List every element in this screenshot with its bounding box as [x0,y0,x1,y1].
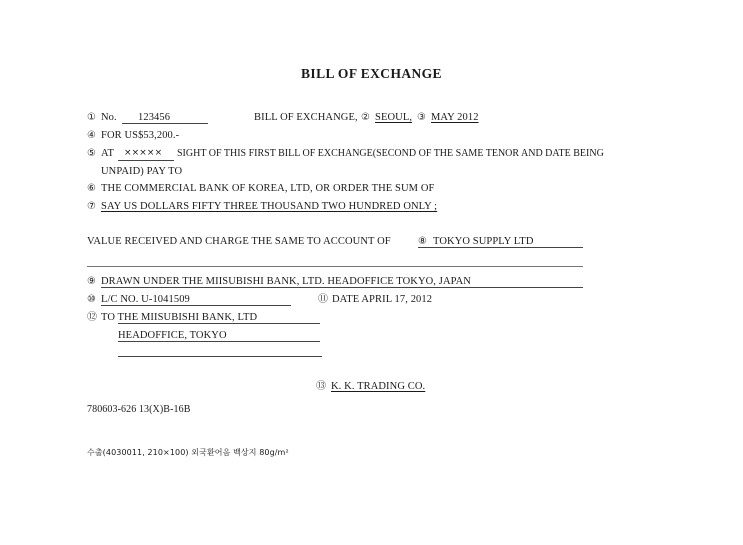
marker-no: ① [87,112,97,123]
account-underline [418,247,583,248]
issue-place: SEOUL, [375,112,413,123]
lc-date: DATE APRIL 17, 2012 [332,294,433,305]
account-name: TOKYO SUPPLY LTD [433,236,534,247]
marker-account: ⑧ [418,236,428,247]
marker-amount-words: ⑦ [87,201,97,212]
marker-lc: ⑩ [87,294,97,305]
blank-line [87,266,583,267]
bill-number: 123456 [138,112,171,123]
marker-tenor: ⑤ [87,148,97,159]
marker-drawn: ⑨ [87,276,97,287]
marker-amount: ④ [87,130,97,141]
drawn-under-clause: DRAWN UNDER THE MIISUBISHI BANK, LTD. HEADOFFICE TOKYO, JAPAN [101,276,471,287]
value-received-clause: VALUE RECEIVED AND CHARGE THE SAME TO ACCOUNT OF [87,236,391,247]
drawn-underline [101,287,583,288]
no-label: No. [101,112,117,123]
marker-payee: ⑥ [87,183,97,194]
form-footer: 수출(4030011, 210×100) 외국환어음 백상지 80g/m² [87,448,289,457]
marker-place: ② [361,112,371,123]
form-code: 780603-626 13(X)B-16B [87,404,191,415]
bill-number-underline [122,123,208,124]
marker-date: ③ [417,112,427,123]
lc-number: L/C NO. U-1041509 [101,294,190,305]
tenor-value: ××××× [124,148,163,158]
sight-clause: SIGHT OF THIS FIRST BILL OF EXCHANGE(SECOND OF THE SAME TENOR AND DATE BEING [177,148,604,159]
sight-clause-continuation: UNPAID) PAY TO [101,166,183,177]
marker-drawer: ⑬ [316,381,327,392]
amount: FOR US$53,200.- [101,130,180,141]
marker-drawee: ⑫ [87,312,98,323]
drawee-line-1: TO THE MIISUBISHI BANK, LTD [101,312,258,323]
bill-of-exchange-label: BILL OF EXCHANGE, [254,112,358,123]
drawee-line-2: HEADOFFICE, TOKYO [118,330,227,341]
issue-date: MAY 2012 [431,112,479,123]
marker-lc-date: ⑪ [318,294,329,305]
drawer-name: K. K. TRADING CO. [331,381,426,392]
payee-clause: THE COMMERCIAL BANK OF KOREA, LTD, OR ORDER THE SUM OF [101,183,435,194]
drawee-underline-3 [118,356,322,357]
lc-underline [101,305,291,306]
drawee-underline-1 [118,323,320,324]
at-label: AT [101,148,115,159]
document-title: BILL OF EXCHANGE [301,66,442,81]
drawee-underline-2 [118,341,320,342]
tenor-underline [118,160,174,161]
amount-in-words: SAY US DOLLARS FIFTY THREE THOUSAND TWO HUNDRED ONLY ; [101,201,438,212]
